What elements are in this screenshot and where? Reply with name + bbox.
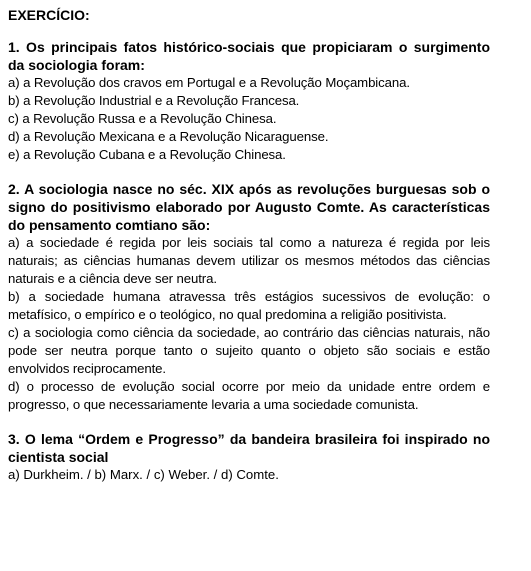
question-1-option-d: d) a Revolução Mexicana e a Revolução Nicaraguense. [8, 129, 329, 144]
question-2-option-c: c) a sociologia como ciência da sociedade, ao contrário das ciências naturais, não pode ser neutra porque tanto o sujeito quanto o objeto são sociais e estão envolvidos reciprocamente. [8, 325, 490, 376]
question-1-text: 1. Os principais fatos histórico-sociais que propiciaram o surgimento da sociologia foram: [8, 39, 490, 73]
question-2-option-b: b) a sociedade humana atravessa três estágios sucessivos de evolução: o metafísico, o empírico e o teológico, no qual predomina a religião positivista. [8, 289, 490, 322]
question-1-option-b: b) a Revolução Industrial e a Revolução Francesa. [8, 93, 300, 108]
question-3 [8, 430, 490, 484]
question-2-option-d: d) o processo de evolução social ocorre por meio da unidade entre ordem e progresso, o que necessariamente levaria a uma sociedade comunista. [8, 379, 490, 412]
question-1-option-a: a) a Revolução dos cravos em Portugal e a Revolução Moçambicana. [8, 75, 410, 90]
question-2 [8, 180, 490, 414]
question-1 [8, 38, 490, 164]
question-2-text: 2. A sociologia nasce no séc. XIX após as revoluções burguesas sob o signo do positivismo elaborado por Augusto Comte. As características do pensamento comtiano são: [8, 181, 490, 233]
question-3-text: 3. O lema “Ordem e Progresso” da bandeira brasileira foi inspirado no cientista social [8, 431, 490, 465]
question-1-option-c: c) a Revolução Russa e a Revolução Chinesa. [8, 111, 277, 126]
exercise-title: EXERCÍCIO: [8, 7, 90, 23]
question-1-option-e: e) a Revolução Cubana e a Revolução Chinesa. [8, 147, 286, 162]
exercise-document [8, 6, 490, 500]
question-2-option-a: a) a sociedade é regida por leis sociais tal como a natureza é regida por leis naturais; as ciências humanas devem utilizar os mesmos métodos das ciências naturais e a ciência deve ser neutra. [8, 235, 490, 286]
question-3-options: a) Durkheim. / b) Marx. / c) Weber. / d) Comte. [8, 467, 279, 482]
